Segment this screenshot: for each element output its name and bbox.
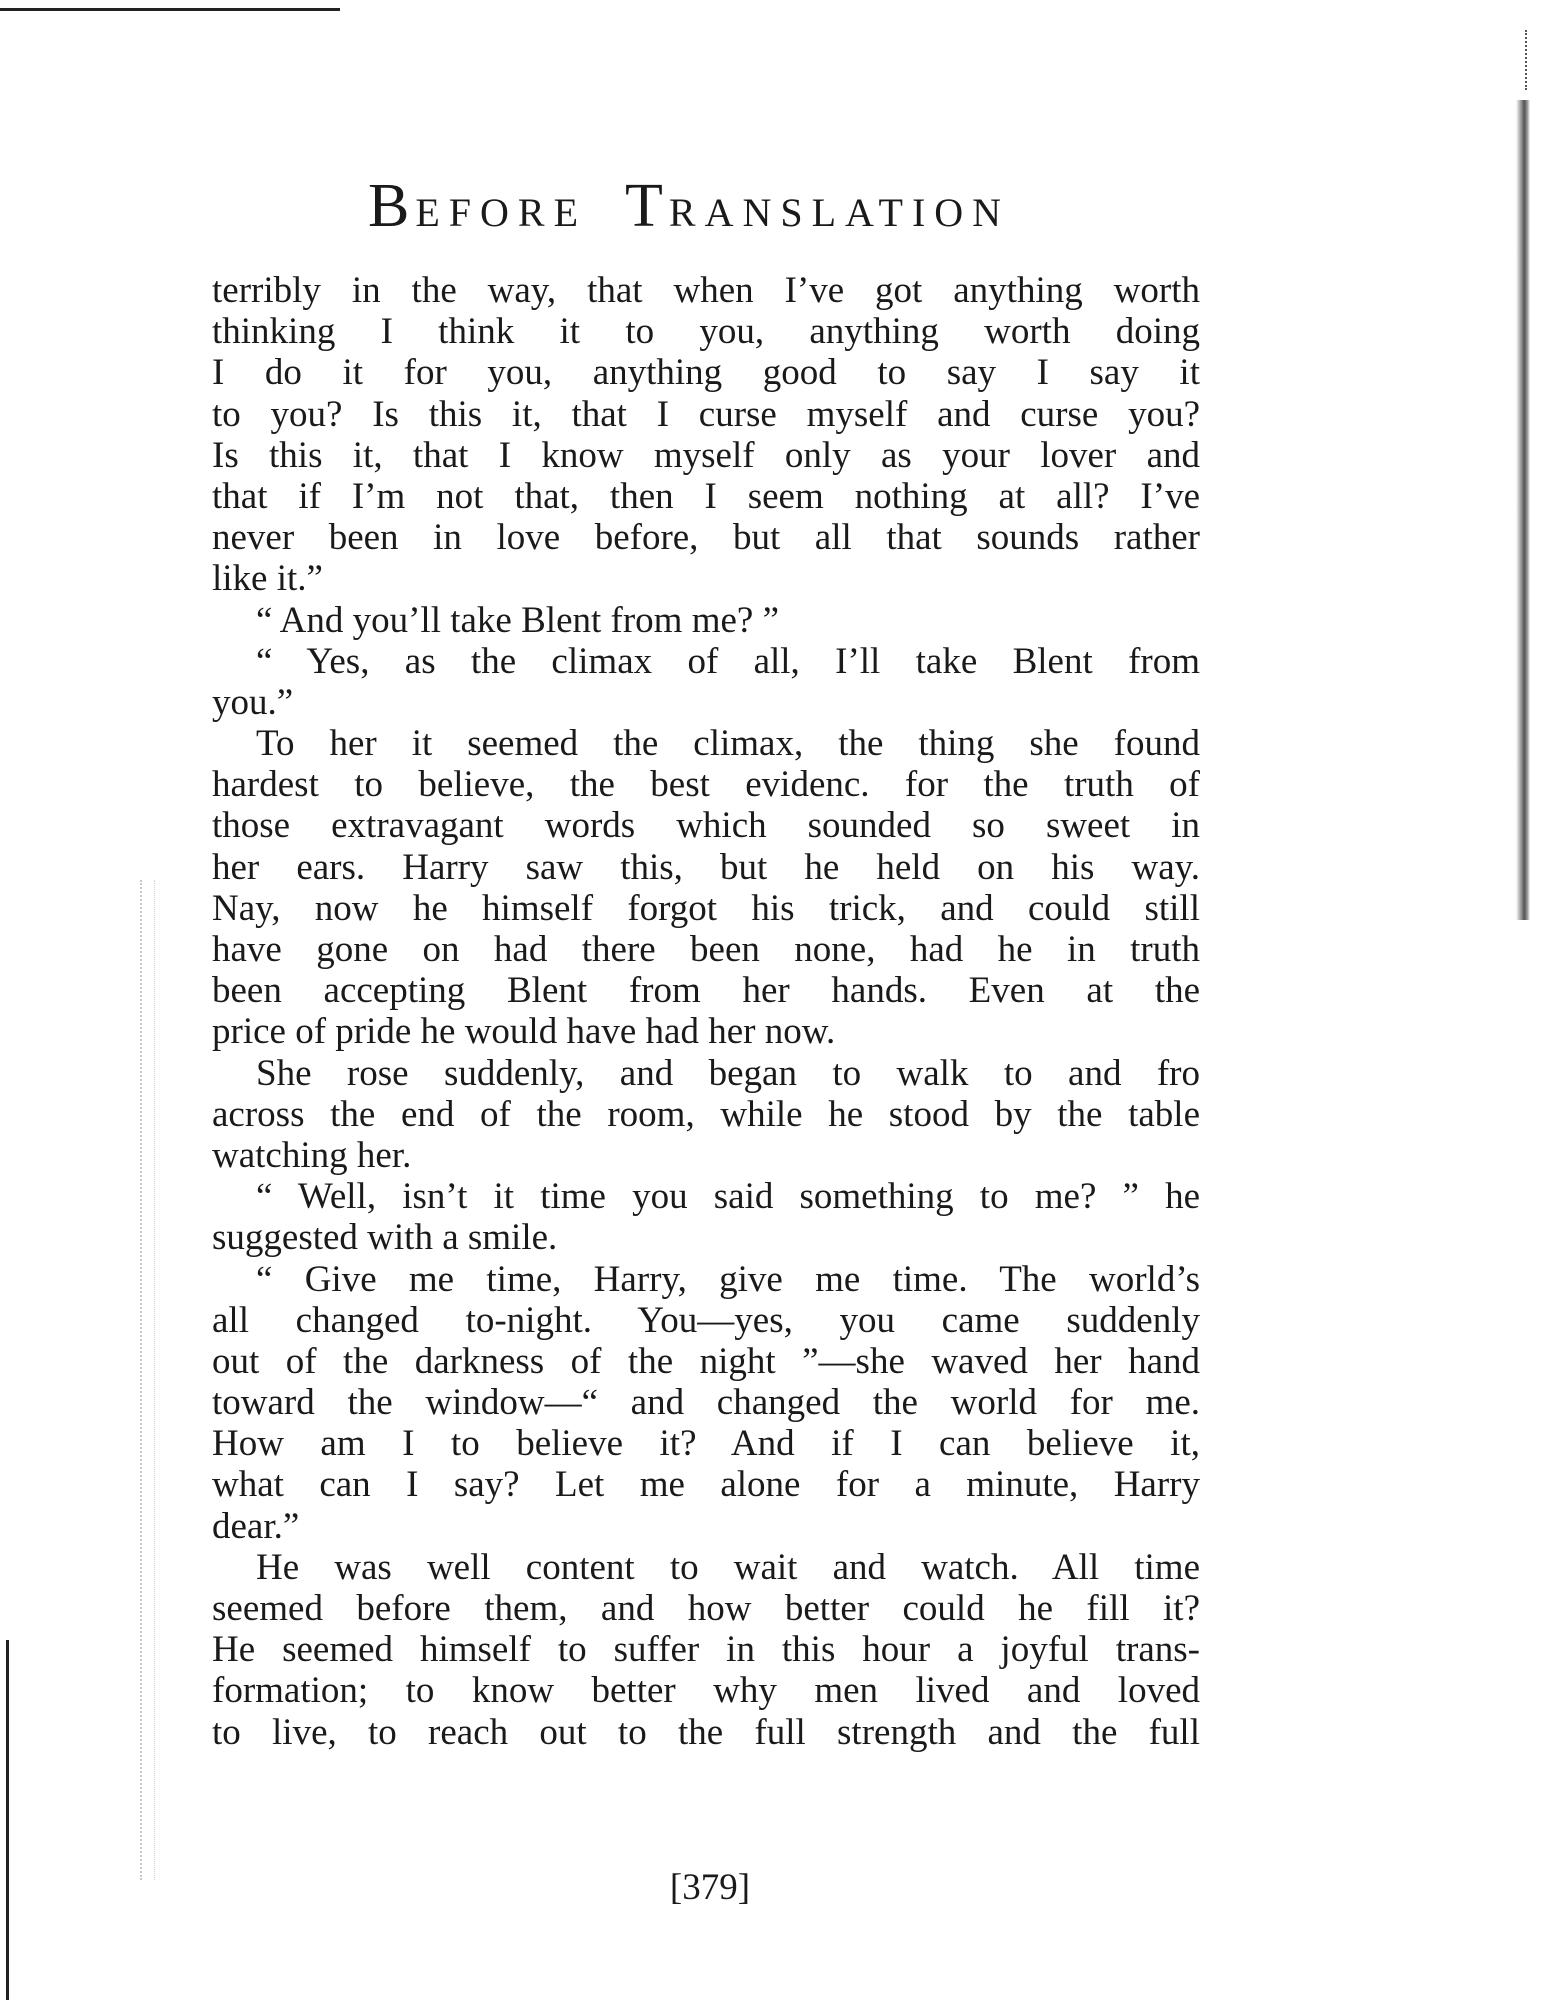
text-line: like it.” <box>212 558 323 600</box>
text-line: those extravagant words which sounded so sweet in <box>212 805 1200 847</box>
text-line: never been in love before, but all that sounds rather <box>212 517 1200 559</box>
running-head-cap-2: T <box>625 172 669 240</box>
body-text <box>212 270 1200 1753</box>
text-line: He was well content to wait and watch. All time <box>256 1546 1200 1588</box>
text-line: Nay, now he himself forgot his trick, and could still <box>212 887 1200 929</box>
text-line: “ Yes, as the climax of all, I’ll take Blent from <box>256 640 1200 682</box>
text-line: seemed before them, and how better could he fill it? <box>212 1588 1200 1629</box>
text-line: To her it seemed the climax, the thing she found <box>256 723 1200 765</box>
text-line: to live, to reach out to the full strength and the full <box>212 1711 1200 1753</box>
left-margin-specks <box>140 880 155 1880</box>
text-line: How am I to believe it? And if I can believe it, <box>212 1423 1200 1465</box>
text-line: that if I’m not that, then I seem nothing at all? I’ve <box>212 475 1200 517</box>
text-line: been accepting Blent from her hands. Even at the <box>212 970 1200 1012</box>
page-edge-shadow <box>1516 100 1530 920</box>
text-line: I do it for you, anything good to say I say it <box>212 352 1200 394</box>
text-line: what can I say? Let me alone for a minute, Harry <box>212 1464 1200 1506</box>
text-line: formation; to know better why men lived and loved <box>212 1670 1200 1712</box>
running-head-word-1: EFORE <box>415 190 588 235</box>
text-line: have gone on had there been none, had he in truth <box>212 929 1200 970</box>
text-line: “ Give me time, Harry, give me time. The world’s <box>256 1258 1200 1300</box>
running-head-word-2: RANSLATION <box>668 190 1011 235</box>
text-line: terribly in the way, that when I’ve got anything worth <box>212 270 1200 311</box>
text-line: suggested with a smile. <box>212 1217 558 1259</box>
text-line: He seemed himself to suffer in this hour a joyful trans- <box>212 1629 1200 1671</box>
text-line: price of pride he would have had her now. <box>212 1011 836 1053</box>
bottom-left-rule <box>6 1640 9 2000</box>
text-line: dear.” <box>212 1505 300 1547</box>
text-line: Is this it, that I know myself only as your lover and <box>212 434 1200 476</box>
text-line: you.” <box>212 681 294 723</box>
text-line: to you? Is this it, that I curse myself and curse you? <box>212 393 1200 435</box>
text-line: all changed to-night. You—yes, you came suddenly <box>212 1299 1200 1341</box>
top-left-rule <box>0 8 340 11</box>
running-head <box>368 172 1068 243</box>
text-line: watching her. <box>212 1134 412 1176</box>
text-line: across the end of the room, while he stood by the table <box>212 1093 1200 1135</box>
text-line: thinking I think it to you, anything worth doing <box>212 311 1200 353</box>
text-line: her ears. Harry saw this, but he held on his way. <box>212 846 1200 888</box>
page-edge-specks <box>1525 30 1531 90</box>
text-line: “ And you’ll take Blent from me? ” <box>256 599 779 641</box>
text-line: hardest to believe, the best evidenc. for the truth of <box>212 764 1200 806</box>
page-number: [379] <box>669 1867 751 1908</box>
text-line: She rose suddenly, and began to walk to and fro <box>256 1052 1200 1094</box>
text-line: out of the darkness of the night ”—she waved her hand <box>212 1340 1200 1382</box>
text-line: “ Well, isn’t it time you said something to me? ” he <box>256 1176 1200 1218</box>
running-head-cap-1: B <box>368 172 416 240</box>
text-line: toward the window—“ and changed the world for me. <box>212 1382 1200 1424</box>
